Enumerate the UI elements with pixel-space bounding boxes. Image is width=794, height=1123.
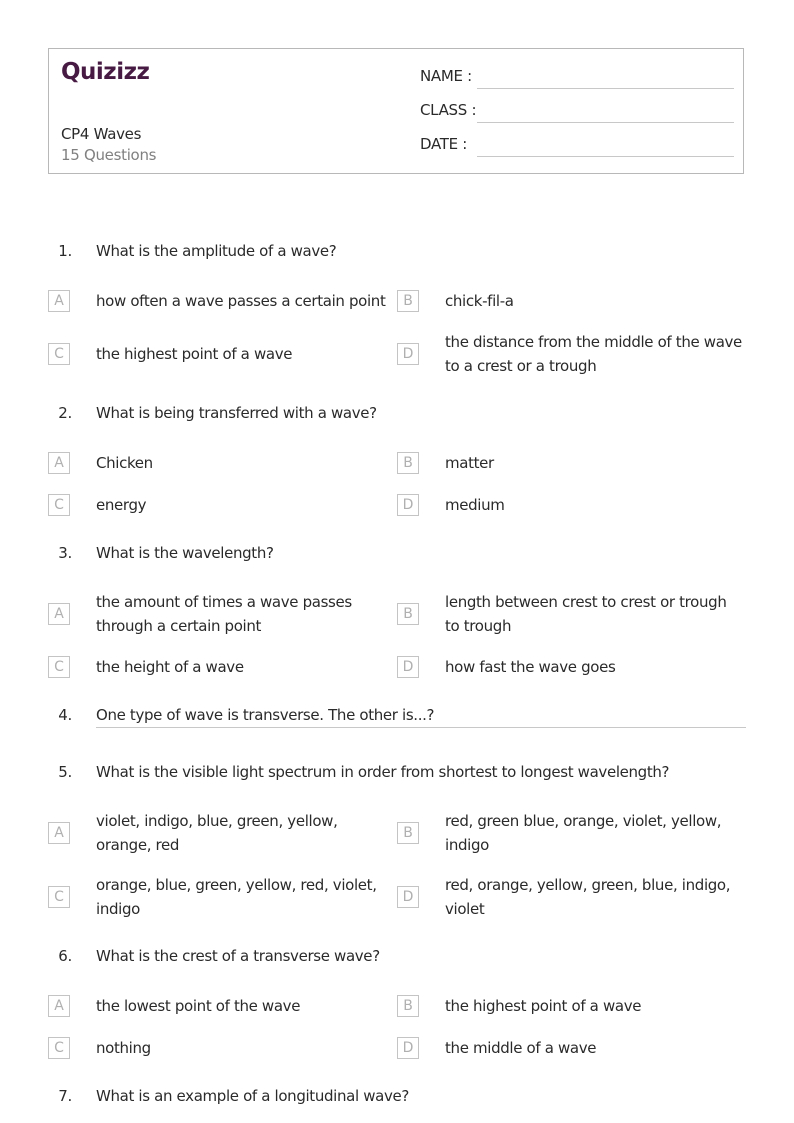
option-a-box[interactable]: A [48,290,70,312]
option-d-text: red, orange, yellow, green, blue, indigo, violet [445,876,731,918]
date-line[interactable] [477,156,734,157]
question-count: 15 Questions [61,146,157,164]
option-b-box[interactable]: B [397,603,419,625]
option-d-box[interactable]: D [397,494,419,516]
option-b-text: length between crest to crest or trough to trough [445,593,727,635]
name-label: NAME : [420,67,472,85]
question-text: What is the visible light spectrum in order from shortest to longest wavelength? [96,763,670,781]
quiz-title: CP4 Waves [61,125,142,143]
option-a-box[interactable]: A [48,452,70,474]
option-d-text: the middle of a wave [445,1039,597,1057]
option-c-box[interactable]: C [48,343,70,365]
question-number: 1. [58,242,72,260]
date-label: DATE : [420,135,468,153]
option-c-text: the highest point of a wave [96,345,293,363]
question-text: What is the amplitude of a wave? [96,242,337,260]
option-a-text: violet, indigo, blue, green, yellow, orange, red [96,812,338,854]
question-text: What is the crest of a transverse wave? [96,947,380,965]
option-d-box[interactable]: D [397,343,419,365]
option-b-box[interactable]: B [397,290,419,312]
option-a-box[interactable]: A [48,822,70,844]
date-field [420,135,734,159]
option-a-text: Chicken [96,454,153,472]
option-a-text: the amount of times a wave passes through a certain point [96,593,352,635]
answer-line[interactable] [96,727,746,728]
question-text: One type of wave is transverse. The other is...? [96,706,435,724]
option-d-box[interactable]: D [397,656,419,678]
option-b-text: the highest point of a wave [445,997,642,1015]
question-number: 5. [58,763,72,781]
option-c-text: nothing [96,1039,151,1057]
question-number: 4. [58,706,72,724]
option-c-box[interactable]: C [48,656,70,678]
option-d-text: medium [445,496,505,514]
option-a-box[interactable]: A [48,603,70,625]
question-number: 2. [58,404,72,422]
option-c-text: energy [96,496,147,514]
option-d-box[interactable]: D [397,886,419,908]
question-text: What is an example of a longitudinal wave? [96,1087,409,1105]
question-number: 7. [58,1087,72,1105]
option-a-text: how often a wave passes a certain point [96,292,386,310]
option-d-text: the distance from the middle of the wave to a crest or a trough [445,333,742,375]
option-c-box[interactable]: C [48,886,70,908]
option-b-text: chick-fil-a [445,292,514,310]
class-line[interactable] [477,122,734,123]
option-c-text: the height of a wave [96,658,244,676]
option-c-box[interactable]: C [48,494,70,516]
quizizz-logo: Quizizz [61,59,150,85]
worksheet-header [48,48,744,174]
class-field [420,101,734,125]
option-c-box[interactable]: C [48,1037,70,1059]
question-text: What is being transferred with a wave? [96,404,377,422]
option-c-text: orange, blue, green, yellow, red, violet, indigo [96,876,377,918]
question-text: What is the wavelength? [96,544,274,562]
option-d-text: how fast the wave goes [445,658,616,676]
option-b-box[interactable]: B [397,822,419,844]
option-b-box[interactable]: B [397,995,419,1017]
name-field [420,67,734,91]
name-line[interactable] [477,88,734,89]
option-a-text: the lowest point of the wave [96,997,301,1015]
option-b-text: red, green blue, orange, violet, yellow, indigo [445,812,722,854]
option-b-text: matter [445,454,494,472]
question-number: 6. [58,947,72,965]
option-a-box[interactable]: A [48,995,70,1017]
option-d-box[interactable]: D [397,1037,419,1059]
class-label: CLASS : [420,101,477,119]
question-number: 3. [58,544,72,562]
option-b-box[interactable]: B [397,452,419,474]
